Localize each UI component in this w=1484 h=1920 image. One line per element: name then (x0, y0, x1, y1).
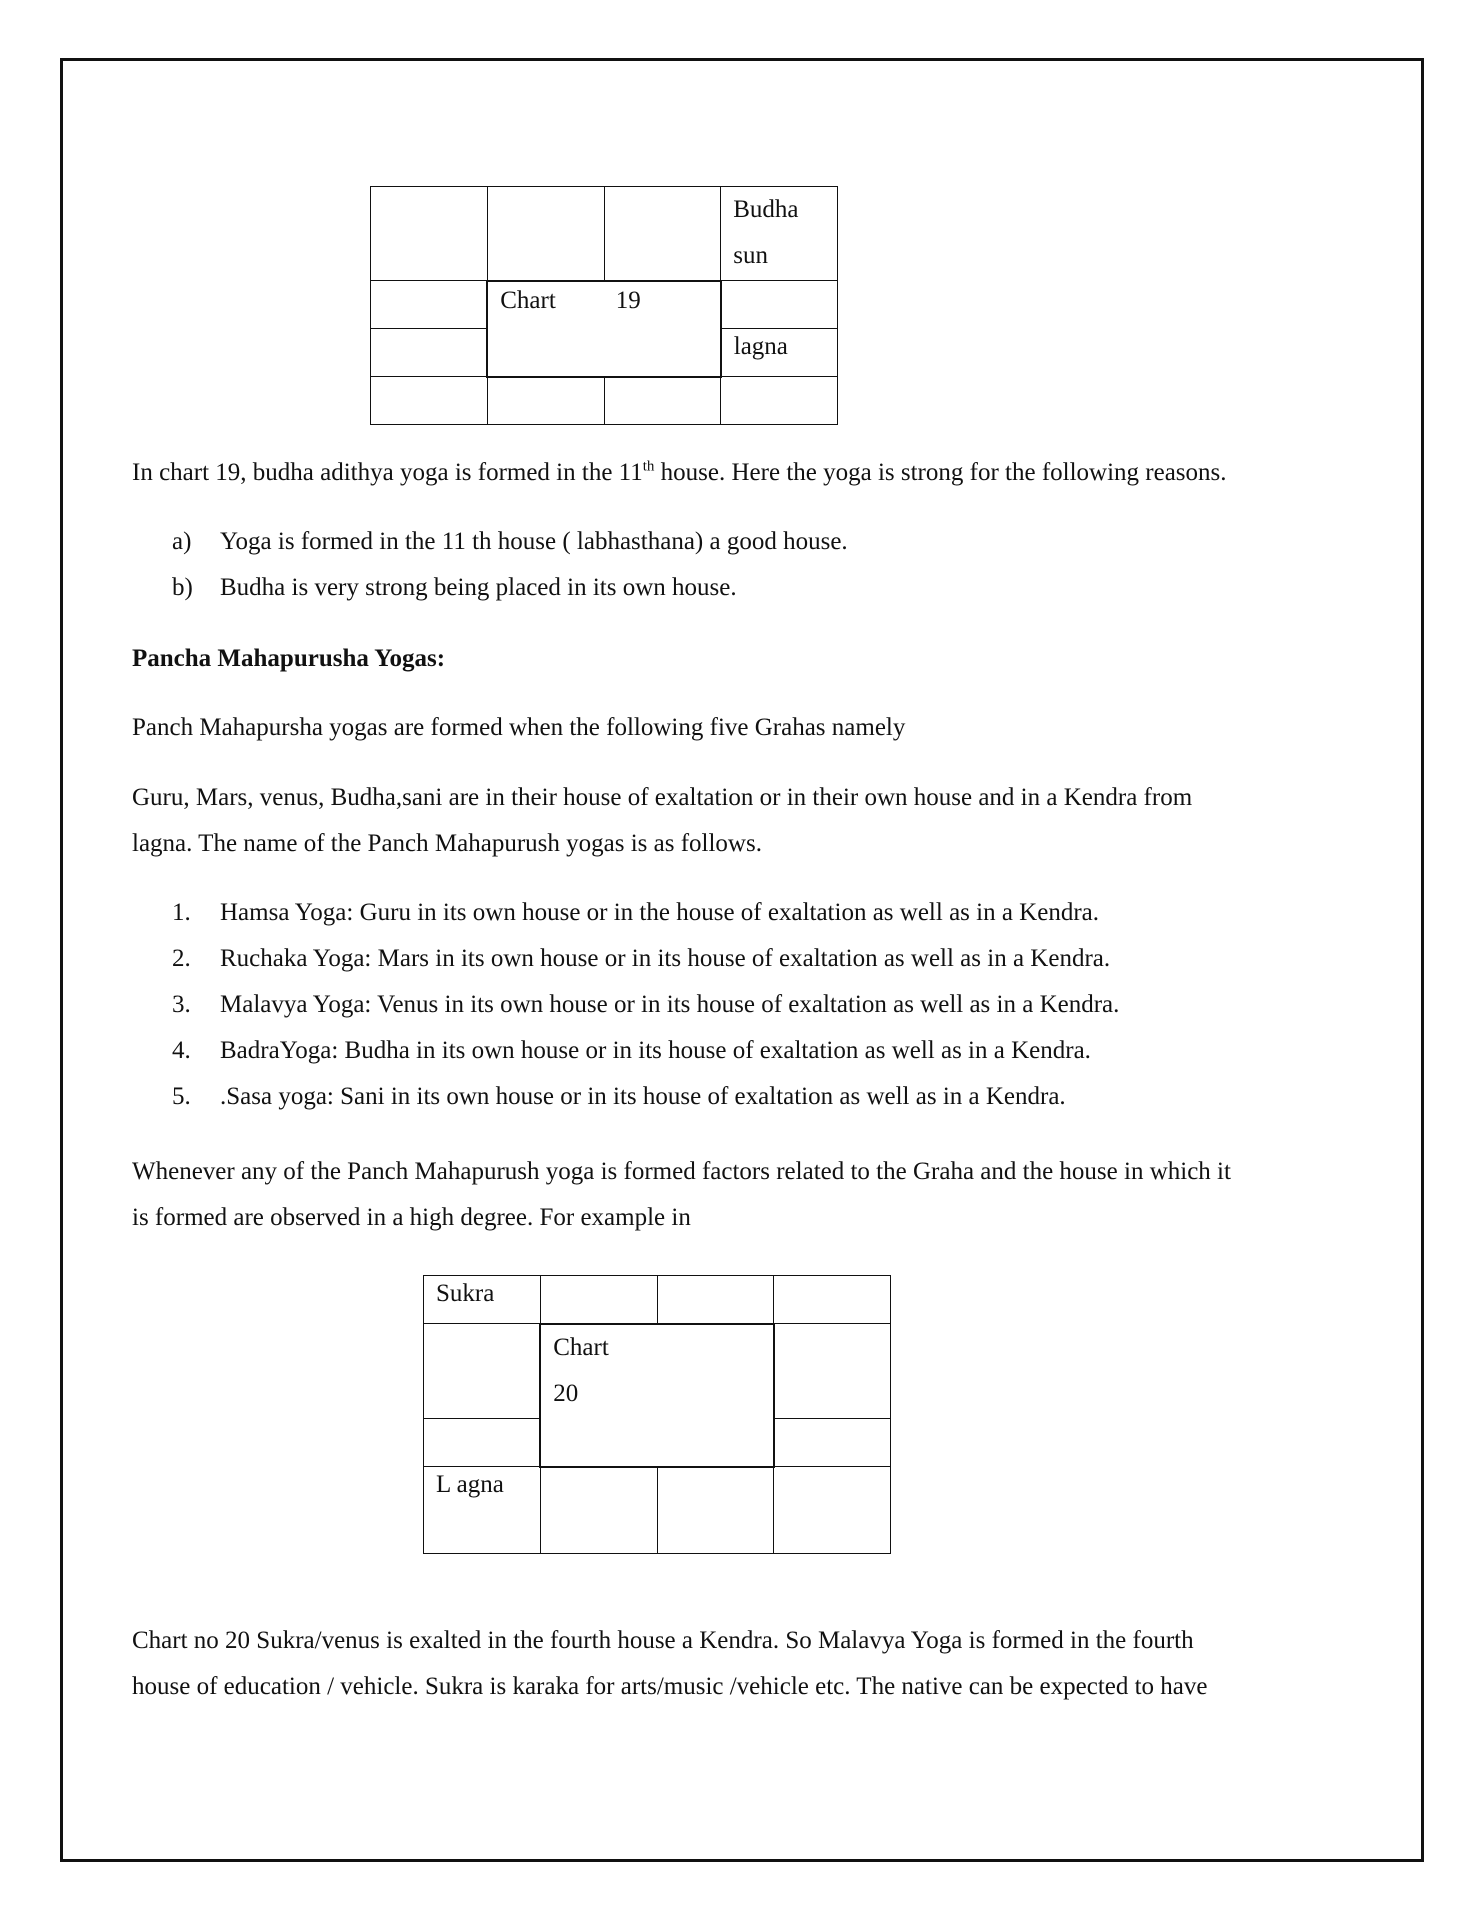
chart20-house-9 (424, 1467, 541, 1554)
chart20-house-10 (424, 1419, 541, 1467)
para5-line2: house of education / vehicle. Sukra is karaka for arts/music /vehicle etc. The native can be expected to have (132, 1673, 1208, 1700)
yogas-list (132, 890, 1332, 1120)
list-marker: b) (172, 574, 193, 601)
list-marker: 4. (172, 1037, 191, 1064)
chart20-house-11 (424, 1324, 541, 1419)
chart19-house-8 (487, 377, 604, 425)
chart20-house-7 (657, 1467, 774, 1554)
list-item-text: .Sasa yoga: Sani in its own house or in its house of exaltation as well as in a Kendra. (220, 1083, 1066, 1110)
list-marker: 3. (172, 991, 191, 1018)
para4-line2: is formed are observed in a high degree. For example in (132, 1204, 691, 1231)
chart19-lagna-label: lagna (733, 333, 788, 360)
chart19-budha-label: Budha (733, 196, 799, 223)
chart20-house-8 (540, 1467, 657, 1554)
para4-line1: Whenever any of the Panch Mahapurush yoga is formed factors related to the Graha and the house in which it (132, 1158, 1231, 1185)
chart20-house-1 (540, 1276, 657, 1324)
list-item-text: Budha is very strong being placed in its own house. (220, 574, 737, 601)
chart20-title-label: Chart (553, 1333, 609, 1361)
chart19-house-10 (371, 329, 488, 377)
list-item (132, 1074, 1332, 1120)
paragraph-whenever (132, 1149, 1332, 1241)
section-heading: Pancha Mahapurusha Yogas: (132, 645, 446, 672)
list-marker: a) (172, 528, 192, 555)
chart19-sun-label: sun (733, 242, 768, 269)
chart19-house-1 (487, 187, 604, 281)
chart19-house-5 (721, 329, 838, 377)
list-item (132, 890, 1332, 936)
chart19-house-12 (371, 187, 488, 281)
paragraph-intro: Panch Mahapursha yogas are formed when the following five Grahas namely (132, 714, 906, 741)
chart20-house-4 (774, 1324, 891, 1419)
list-marker: 2. (172, 945, 191, 972)
chart-19-grid (370, 186, 838, 425)
chart19-house-2 (604, 187, 721, 281)
chart20-house-5 (774, 1419, 891, 1467)
list-item (132, 936, 1332, 982)
chart20-house-6 (774, 1467, 891, 1554)
chart20-title-number: 20 (553, 1379, 579, 1407)
chart-20-grid (423, 1275, 891, 1554)
list-marker: 5. (172, 1083, 191, 1110)
list-item-text: Malavya Yoga: Venus in its own house or in its house of exaltation as well as in a Kendra. (220, 991, 1120, 1018)
list-item-text: Yoga is formed in the 11 th house ( labhasthana) a good house. (220, 528, 848, 555)
para3-line1: Guru, Mars, venus, Budha,sani are in their house of exaltation or in their own house and in a Kendra from (132, 784, 1193, 811)
list-item-text: Hamsa Yoga: Guru in its own house or in the house of exaltation as well as in a Kendra. (220, 899, 1100, 926)
chart20-center (540, 1324, 774, 1467)
chart19-house-11 (371, 281, 488, 329)
chart19-house-4 (721, 281, 838, 329)
list-item (132, 1028, 1332, 1074)
paragraph-chart20 (132, 1618, 1332, 1710)
chart20-house-3 (774, 1276, 891, 1324)
chart19-house-7 (604, 377, 721, 425)
chart19-house-3 (721, 187, 838, 281)
para5-line1: Chart no 20 Sukra/venus is exalted in the fourth house a Kendra. So Malavya Yoga is formed in the fourth (132, 1627, 1194, 1654)
list-item-text: Ruchaka Yoga: Mars in its own house or in its house of exaltation as well as in a Kendra. (220, 945, 1111, 972)
chart19-title-number: 19 (615, 286, 641, 314)
list-item (132, 982, 1332, 1028)
paragraph-grahas (132, 775, 1332, 867)
para3-line2: lagna. The name of the Panch Mahapurush yogas is as follows. (132, 830, 762, 857)
chart19-house-6 (721, 377, 838, 425)
chart19-center (487, 281, 721, 377)
chart20-house-2 (657, 1276, 774, 1324)
list-item-text: BadraYoga: Budha in its own house or in its house of exaltation as well as in a Kendra. (220, 1037, 1091, 1064)
chart19-title-label: Chart (500, 286, 556, 314)
para1-text: In chart 19, budha adithya yoga is formed in the 11 (132, 459, 643, 486)
list-marker: 1. (172, 899, 191, 926)
chart20-lagna-label: L agna (436, 1471, 504, 1498)
paragraph-chart19-intro (132, 450, 1332, 496)
reasons-list (132, 519, 1332, 611)
para1-superscript: th (642, 458, 655, 475)
chart19-house-9 (371, 377, 488, 425)
list-item (132, 565, 1332, 611)
chart20-sukra-label: Sukra (436, 1280, 495, 1307)
chart20-house-12 (424, 1276, 541, 1324)
para1-text-end: house. Here the yoga is strong for the following reasons. (654, 459, 1227, 486)
list-item (132, 519, 1332, 565)
